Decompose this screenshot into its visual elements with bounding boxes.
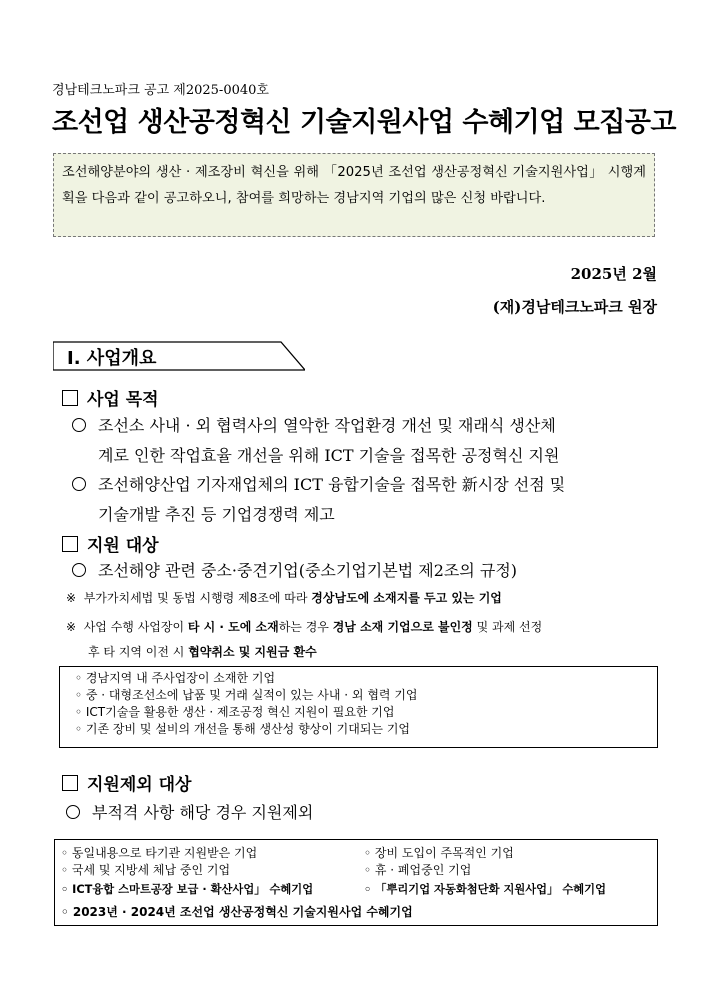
intro-box <box>53 153 655 237</box>
circle-bullet-icon <box>72 418 86 432</box>
exclusion-row: ◦ 동일내용으로 타기관 지원받은 기업 ◦ 장비 도입이 주목적인 기업 <box>61 846 514 860</box>
exclusion-row: ◦ 2023년 · 2024년 조선업 생산공정혁신 기술지원사업 수혜기업 <box>61 905 413 919</box>
purpose-bullet-2: 조선해양산업 기자재업체의 ICT 융합기술을 접목한 新시장 선점 및 기술개발 추진 등 기업경쟁력 제고 <box>72 470 662 530</box>
square-bullet-icon <box>62 536 78 552</box>
circle-bullet-icon <box>72 563 86 577</box>
target-heading: 지원 대상 <box>62 531 159 556</box>
section-heading-label: Ⅰ. 사업개요 <box>67 348 157 369</box>
target-bullet: 조선해양 관련 중소·중견기업(중소기업기본법 제2조의 규정) <box>72 556 517 586</box>
circle-bullet-icon <box>72 477 86 491</box>
target-criteria-box <box>59 666 658 748</box>
exclusion-box <box>54 839 658 926</box>
criteria-item: ◦ 기존 장비 및 설비의 개선을 통해 생산성 향상이 기대되는 기업 <box>75 722 411 736</box>
exclusion-bullet: 부적격 사항 해당 경우 지원제외 <box>66 798 313 828</box>
circle-bullet-icon <box>66 805 80 819</box>
purpose-heading: 사업 목적 <box>62 385 159 410</box>
exclusion-row: ◦ 국세 및 지방세 체납 중인 기업 ◦ 휴 · 폐업중인 기업 <box>61 863 472 877</box>
target-note-1: ※ 부가가치세법 및 동법 시행령 제8조에 따라 경상남도에 소재지를 두고 있는 기업 <box>66 591 502 605</box>
section-heading <box>53 341 305 371</box>
square-bullet-icon <box>62 390 78 406</box>
criteria-item: ◦ ICT기술을 활용한 생산 · 제조공정 혁신 지원이 필요한 기업 <box>75 705 395 719</box>
issue-date: 2025년 2월 <box>570 265 657 283</box>
issuer-org: (재)경남테크노파크 원장 <box>492 298 657 316</box>
target-note-3: 후 타 지역 이전 시 협약취소 및 지원금 환수 <box>88 645 317 659</box>
exclusion-heading: 지원제외 대상 <box>62 770 191 795</box>
exclusion-row: ◦ ICT융합 스마트공장 보급 · 확산사업」 수혜기업 ◦ 「뿌리기업 자동화첨단화 지원사업」 수혜기업 <box>61 883 606 896</box>
criteria-item: ◦ 중 · 대형조선소에 납품 및 거래 실적이 있는 사내 · 외 협력 기업 <box>75 688 418 702</box>
criteria-item: ◦ 경남지역 내 주사업장이 소재한 기업 <box>75 671 276 685</box>
notice-number: 경남테크노파크 공고 제2025-0040호 <box>52 83 269 98</box>
page-title: 조선업 생산공정혁신 기술지원사업 수혜기업 모집공고 <box>52 107 676 138</box>
purpose-bullet-1: 조선소 사내 · 외 협력사의 열악한 작업환경 개선 및 재래식 생산체 계로 인한 작업효율 개선을 위해 ICT 기술을 접목한 공정혁신 지원 <box>72 411 662 471</box>
intro-text: 조선해양분야의 생산 · 제조장비 혁신을 위해 「2025년 조선업 생산공정혁신 기술지원사업」 시행계획을 다음과 같이 공고하오니, 참여를 희망하는 경남지역 기업의 많은 신청 바랍니다. <box>62 165 646 206</box>
target-note-2: ※ 사업 수행 사업장이 타 시 · 도에 소재하는 경우 경남 소재 기업으로 불인정 및 과제 선정 <box>66 620 543 634</box>
square-bullet-icon <box>62 775 78 791</box>
